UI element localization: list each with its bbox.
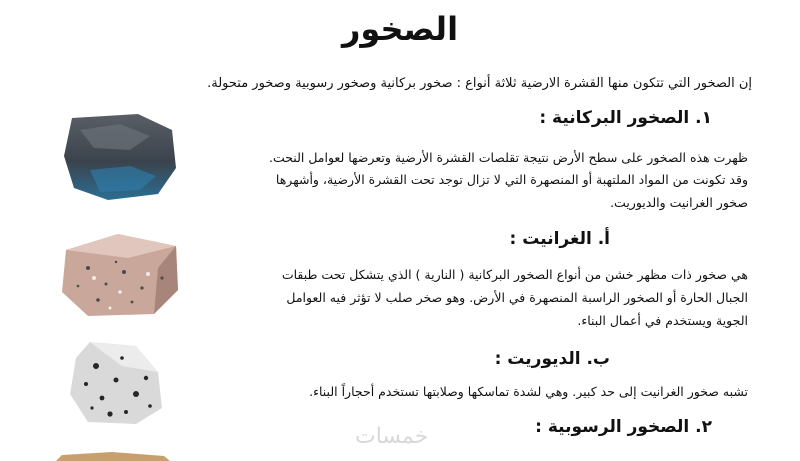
section-text-volcanic-line-3: صخور الغرانيت والديوريت. (610, 195, 748, 210)
diorite-rock-image (66, 336, 166, 428)
section-heading-sedimentary: ٢. الصخور الرسوبية : (535, 417, 712, 437)
section-text-volcanic-line-2: وقد تكونت من المواد الملتهبة أو المنصهرة التي لا تزال توجد تحت القشرة الأرضية، وأشهرها (275, 172, 748, 187)
section-text-granite-line-3: الجوية ويستخدم في أعمال البناء. (577, 313, 748, 328)
volcanic-rock-image (60, 110, 180, 202)
intro-paragraph: إن الصخور التي تتكون منها القشرة الارضية ثلاثة أنواع : صخور بركانية وصخور رسوبية وصخور متحولة. (207, 76, 752, 91)
section-heading-diorite: ب. الديوريت : (494, 349, 610, 369)
section-text-diorite-line-1: تشبه صخور الغرانيت إلى حد كبير. وهي لشدة تماسكها وصلابتها تستخدم أحجاراً البناء. (309, 384, 748, 399)
section-text-granite-line-1: هي صخور ذات مظهر خشن من أنواع الصخور البركانية ( النارية ) الذي يتشكل تحت طبقات (281, 267, 748, 282)
page-title: الصخور (341, 10, 459, 48)
watermark: خمسات (355, 424, 429, 449)
section-heading-granite: أ. الغرانيت : (509, 229, 610, 249)
section-text-granite-line-2: الجبال الحارة أو الصخور الراسبة المنصهرة في الأرض. وهو صخر صلب لا تؤثر فيه العوامل (286, 290, 748, 305)
section-text-volcanic-line-1: ظهرت هذه الصخور على سطح الأرض نتيجة تقلصات القشرة الأرضية وتعرضها لعوامل النحت. (268, 150, 748, 165)
section-heading-volcanic: ١. الصخور البركانية : (539, 108, 712, 128)
granite-rock-image (58, 228, 182, 320)
sedimentary-rock-image (52, 452, 172, 461)
